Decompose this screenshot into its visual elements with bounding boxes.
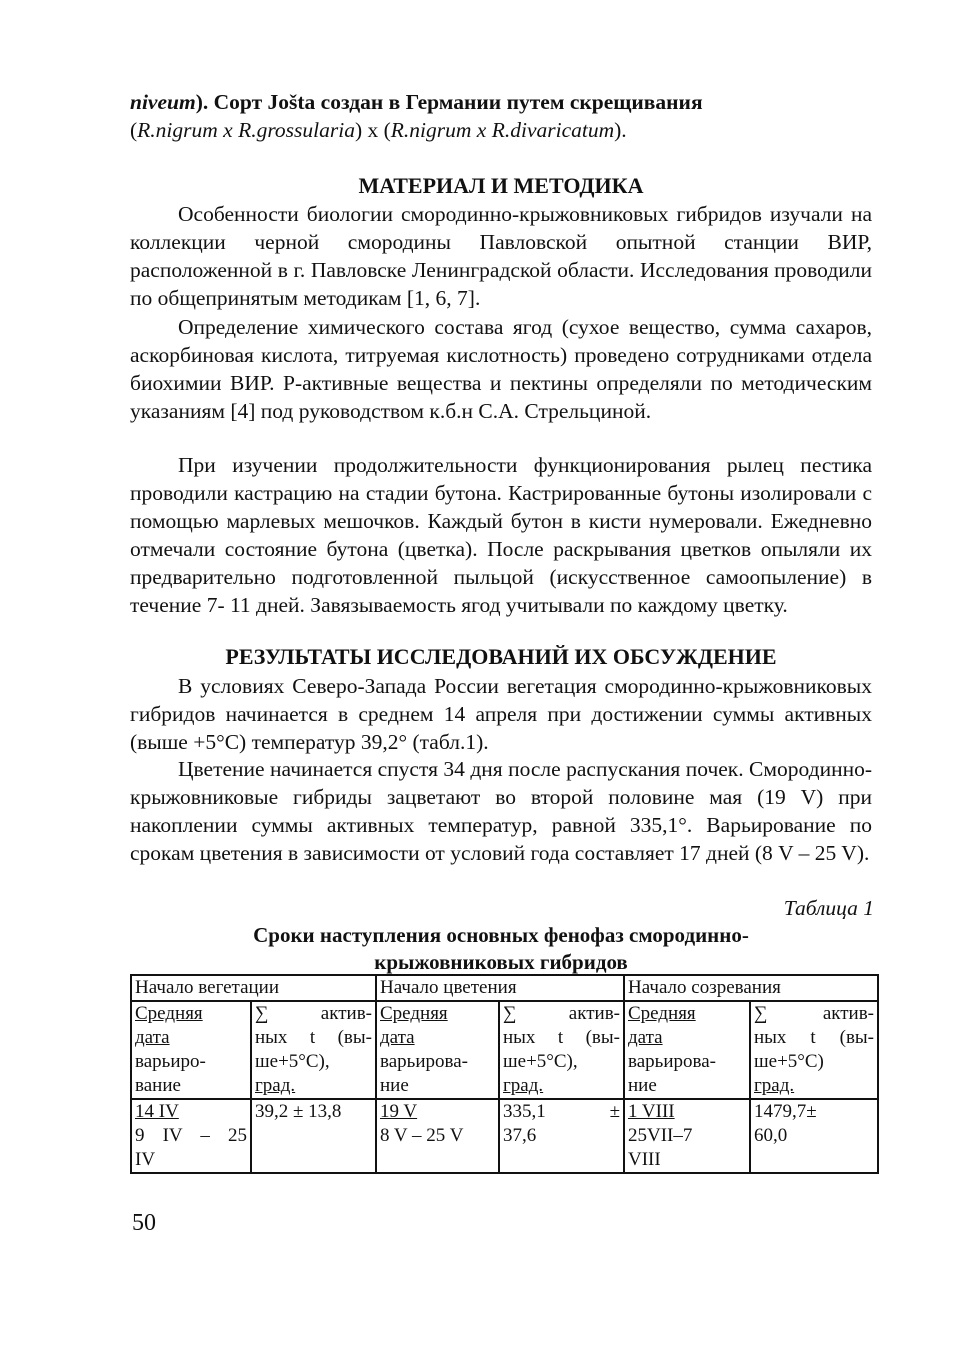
section-heading-results: РЕЗУЛЬТАТЫ ИССЛЕДОВАНИЙ ИХ ОБСУЖДЕНИЕ (225, 644, 777, 669)
hybrid-b: R.nigrum x R.divaricatum (390, 118, 615, 142)
rip-date-header: Средняя дата варьирова- ние (624, 1001, 750, 1099)
flo-sum-cell: 335,1 ± 37,6 (499, 1099, 624, 1173)
table-title-line-1: Сроки наступления основных фенофаз смородинно- (253, 923, 749, 947)
veg-sum-cell: 39,2 ± 13,8 (251, 1099, 376, 1173)
table-data-row (131, 1099, 878, 1173)
table-group-header-row (131, 975, 878, 1001)
veg-date-cell: 14 IV 9 IV – 25 IV (131, 1099, 251, 1173)
page-number: 50 (132, 1210, 156, 1236)
group-ripening: Начало созревания (624, 975, 878, 1001)
results-paragraph-1: В условиях Северо-Запада России вегетация смородинно-крыжовниковых гибридов начинается в среднем 14 апреля при достижении суммы активных (выше +5°С) температур 39,2° (табл.1). (130, 674, 872, 754)
section-heading-methods: МАТЕРИАЛ И МЕТОДИКА (358, 173, 644, 198)
results-paragraph-2: Цветение начинается спустя 34 дня после распускания почек. Смородинно-крыжовниковые гибриды зацветают во второй половине мая (19 V) при накоплении суммы активных температур, равной 335,1°. Варьирование по срокам цветения в зависимости от условий года составляет 17 дней (8 V – 25 V). (130, 757, 872, 865)
flo-date-cell: 19 V 8 V – 25 V (376, 1099, 499, 1173)
veg-sum-header: ∑ актив- ных t (вы- ше+5°С), град. (251, 1001, 376, 1099)
phenophase-table (130, 974, 879, 1174)
flo-sum-header: ∑ актив- ных t (вы- ше+5°С), град. (499, 1001, 624, 1099)
veg-date-header: Средняя дата варьиро- вание (131, 1001, 251, 1099)
rip-sum-header: ∑ актив- ных t (вы- ше+5°С) град. (750, 1001, 878, 1099)
hybrid-a: R.nigrum x R.grossularia (137, 118, 355, 142)
table-title-line-2: крыжовниковых гибридов (374, 950, 628, 974)
methods-paragraph-1: Особенности биологии смородинно-крыжовниковых гибридов изучали на коллекции черной смородины Павловской опытной станции ВИР, расположенной в г. Павловске Ленинградской области. Исследования проводили по общепринятым методикам [1, 6, 7]. (130, 202, 872, 310)
flo-date-header: Средняя дата варьирова- ние (376, 1001, 499, 1099)
group-flowering: Начало цветения (376, 975, 624, 1001)
rip-date-cell: 1 VIII 25VII–7 VIII (624, 1099, 750, 1173)
methods-paragraph-3: При изучении продолжительности функционирования рылец пестика проводили кастрацию на стадии бутона. Кастрированные бутоны изолировали с помощью марлевых мешочков. Каждый бутон в кисти нумеровали. Ежедневно отмечали состояние бутона (цветка). После раскрывания цветков опыляли их предварительно подготовленной пыльцой (искусственное самоопыление) в течение 7- 11 дней. Завязываемость ягод учитывали по каждому цветку. (130, 453, 872, 617)
rip-sum-cell: 1479,7± 60,0 (750, 1099, 878, 1173)
intro-text-1: ). Сорт Jošta создан в Германии путем скрещивания (195, 90, 703, 114)
group-vegetation: Начало вегетации (131, 975, 376, 1001)
methods-paragraph-2: Определение химического состава ягод (сухое вещество, сумма сахаров, аскорбиновая кислота, титруемая кислотность) проведено сотрудниками отдела биохимии ВИР. Р-активные вещества и пектины определяли по методическим указаниям [4] под руководством к.б.н С.А. Стрельциной. (130, 315, 872, 423)
intro-species: niveum (130, 90, 196, 114)
table-sub-header-row (131, 1001, 878, 1099)
table-label: Таблица 1 (783, 896, 874, 920)
intro-paragraph: niveum). Сорт Jošta создан в Германии путем скрещивания (R.nigrum x R.grossularia) x (R.nigrum x R.divaricatum). (130, 90, 703, 142)
